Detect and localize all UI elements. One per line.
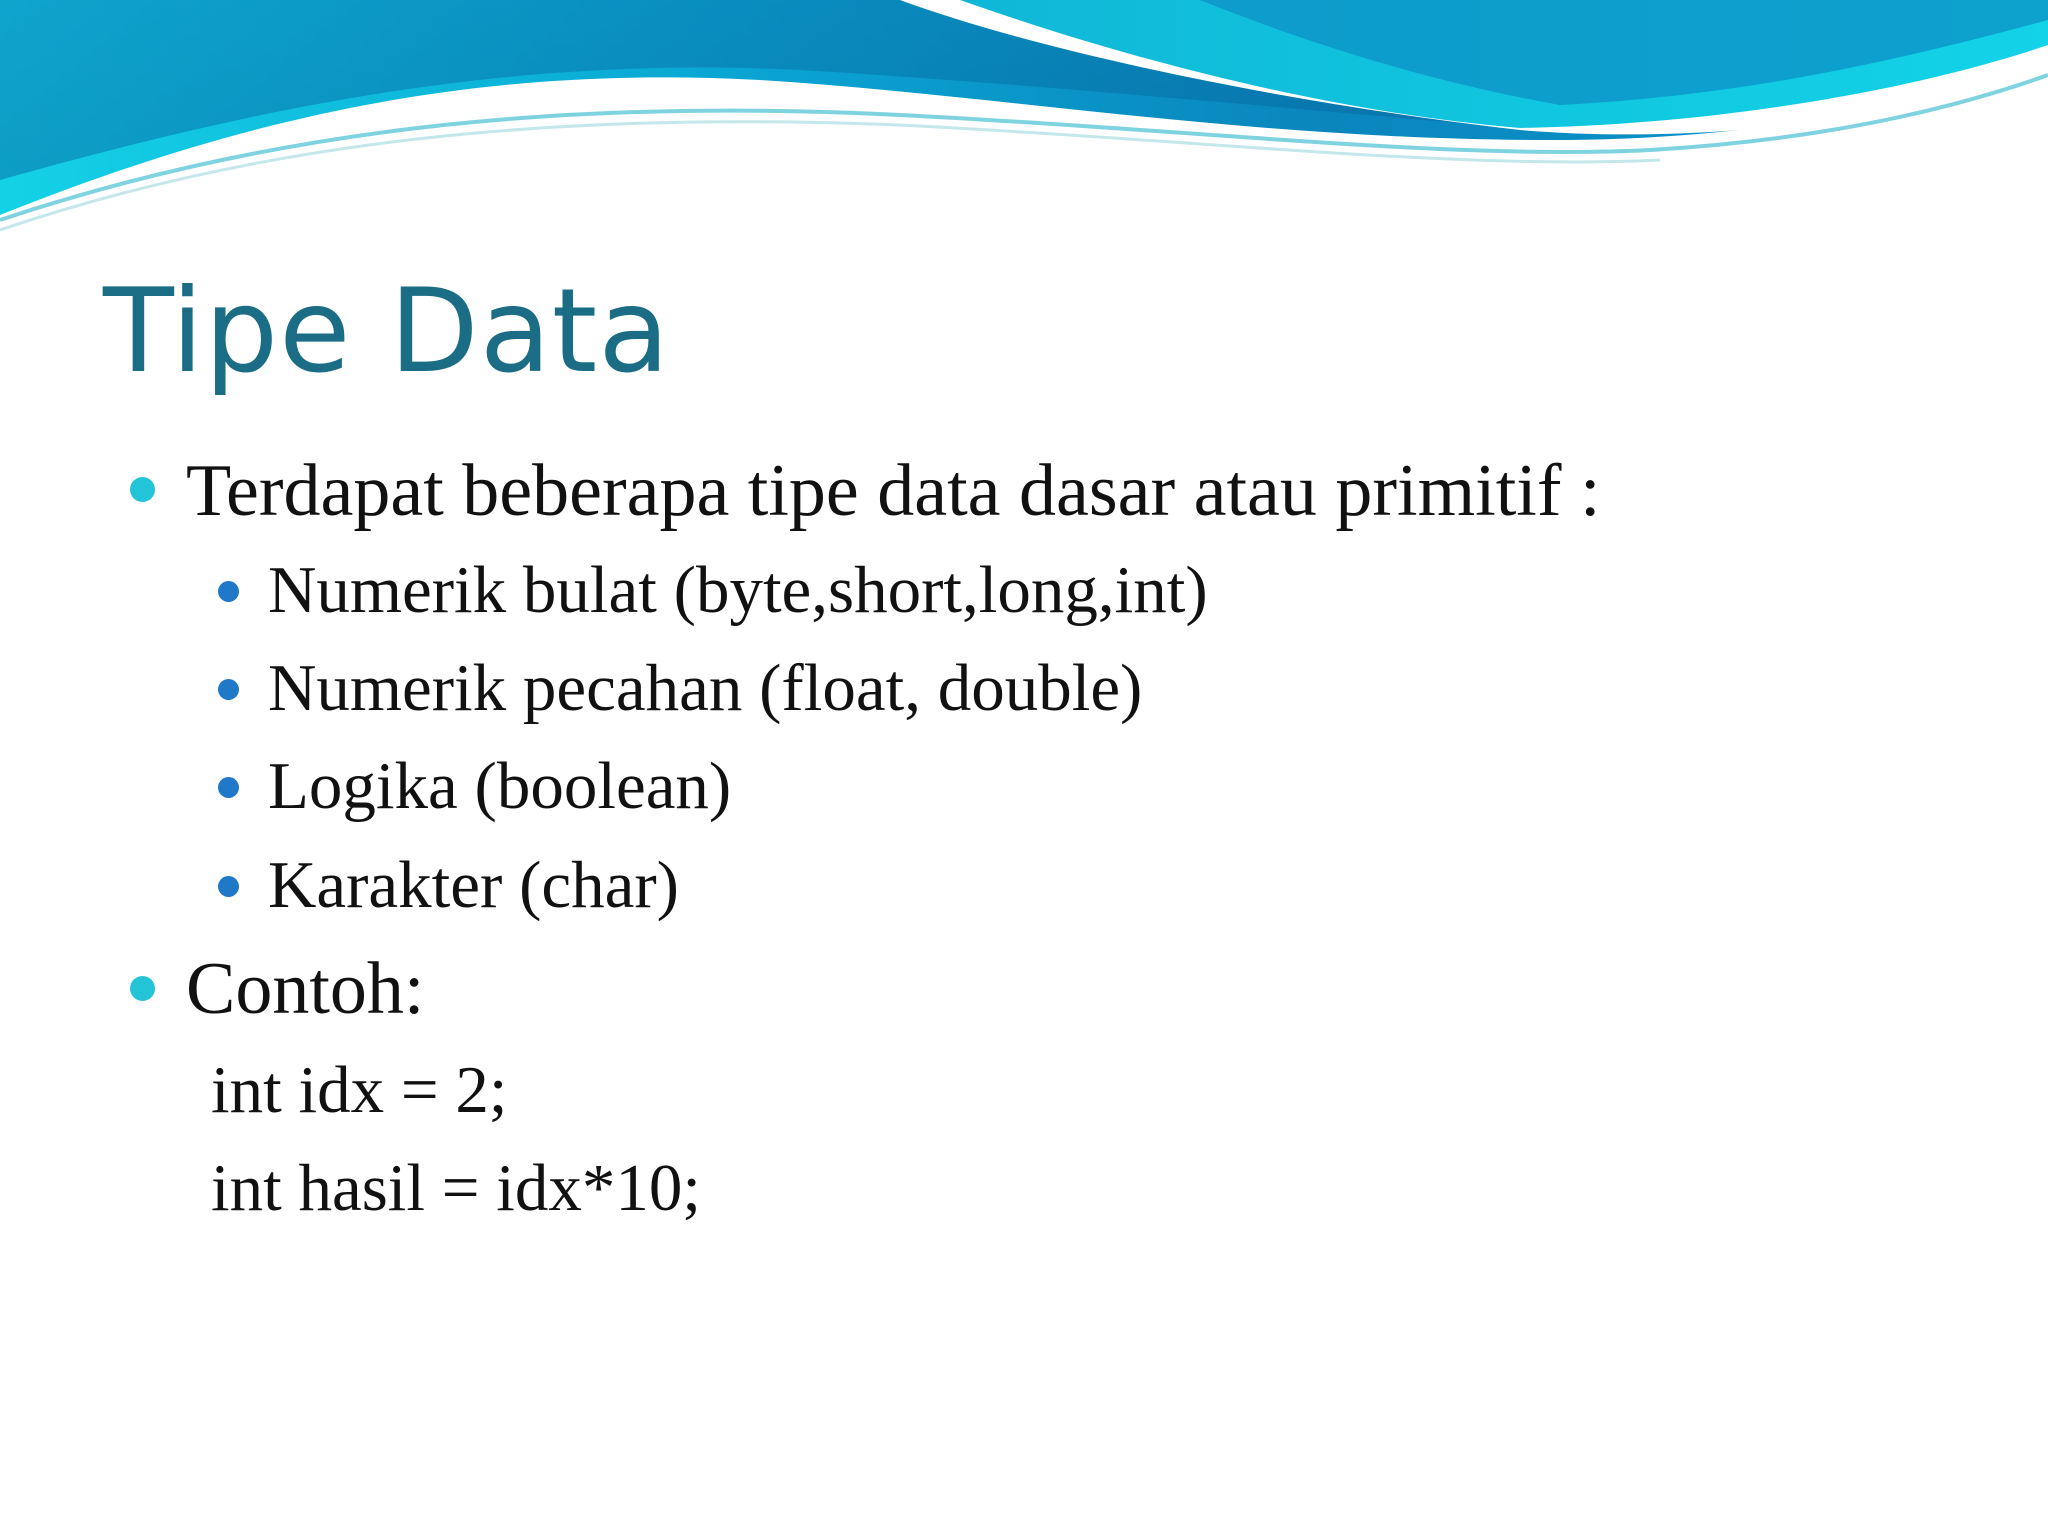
sub-bullet-item: Numerik bulat (byte,short,long,int) [268, 553, 1208, 627]
sub-bullet-item: Numerik pecahan (float, double) [268, 651, 1143, 725]
bullet-dot-icon [130, 477, 155, 502]
sub-bullet-item: Logika (boolean) [268, 749, 732, 823]
sub-bullet-dot-icon [218, 581, 239, 602]
sub-bullet-item: Karakter (char) [268, 848, 679, 922]
sub-bullet-dot-icon [218, 777, 239, 798]
bullet-item: Terdapat beberapa tipe data dasar atau primitif : [186, 450, 1601, 532]
code-line: int idx = 2; [211, 1053, 508, 1127]
code-line: int hasil = idx*10; [211, 1151, 702, 1225]
sub-bullet-dot-icon [218, 679, 239, 700]
bullet-dot-icon [130, 976, 155, 1001]
sub-bullet-dot-icon [218, 876, 239, 897]
wave-header-decoration [0, 0, 2048, 240]
bullet-item: Contoh: [186, 948, 425, 1030]
slide-title: Tipe Data [103, 264, 671, 399]
